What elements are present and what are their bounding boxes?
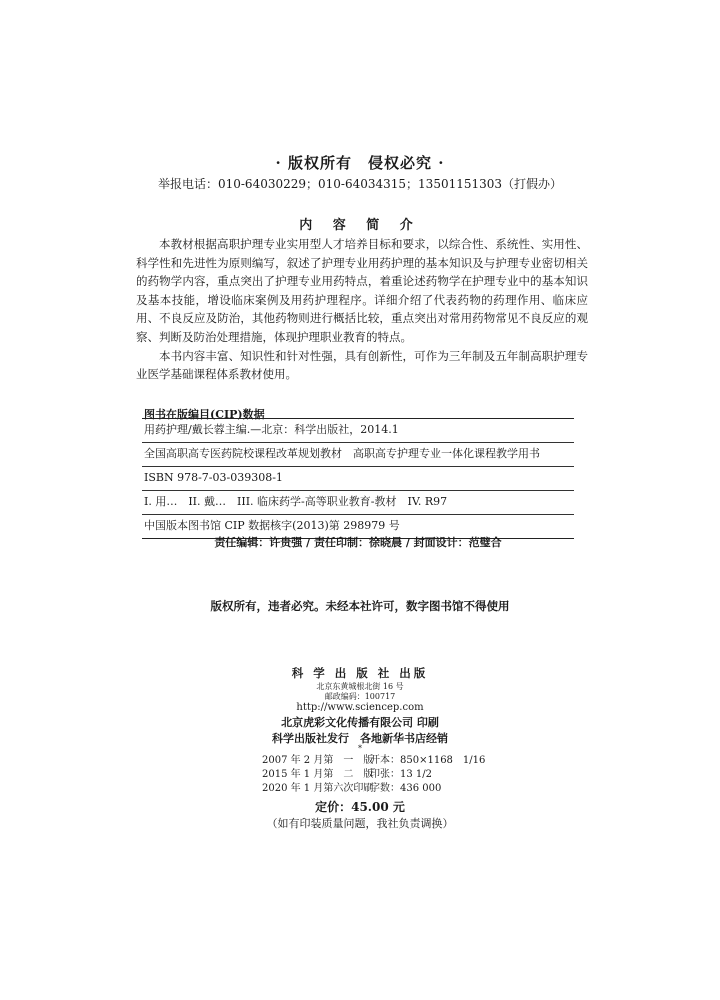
cip-row: 中国版本图书馆 CIP 数据核字(2013)第 298979 号 [142, 514, 574, 539]
spec-line: 开本：850×1168 1/16 [370, 755, 486, 766]
intro-paragraph: 本书内容丰富、知识性和针对性强，具有创新性，可作为三年制及五年制高职护理专业医学基础课程体系教材使用。 [136, 348, 588, 382]
edition-line: 2007 年 2 月第 一 版 [262, 755, 374, 766]
publisher-website: http://www.sciencep.com [296, 702, 424, 713]
intro-body [136, 235, 588, 384]
edition-line: 2020 年 1 月第六次印刷 [262, 783, 374, 794]
intro-heading: 内 容 简 介 [299, 218, 421, 233]
price: 定价：45.00 元 [315, 800, 405, 814]
separator-star: * [358, 744, 362, 753]
printer: 北京虎彩文化传播有限公司 印刷 [281, 716, 439, 729]
rights-notice: 版权所有，违者必究。未经本社许可，数字图书馆不得使用 [210, 599, 510, 613]
intro-paragraph: 本教材根据高职护理专业实用型人才培养目标和要求，以综合性、系统性、实用性、科学性和先进性为原则编写，叙述了护理专业用药护理的基本知识及与护理专业密切相关的药物学内容，重点突出了护理专业用药特点，着重论述药物学在护理专业中的基本知识及基本技能，增设临床案例及用药护理程序。详细介绍了代表药物的药理作用、临床应用、不良反应及防治，其他药物则进行概括比较，重点突出对常用药物常见不良反应的观察、判断及防治处理措施，体现护理职业教育的特点。 [136, 237, 588, 344]
spec-line: 印张：13 1/2 [370, 769, 432, 780]
quality-note: （如有印装质量问题，我社负责调换） [266, 817, 454, 830]
edition-line: 2015 年 1 月第 二 版 [262, 769, 374, 780]
format-specs [370, 754, 485, 796]
cip-row: ISBN 978-7-03-039308-1 [142, 466, 574, 490]
cip-row: I. 用… II. 戴… III. 临床药学-高等职业教育-教材 IV. R97 [142, 490, 574, 514]
spec-line: 字数：436 000 [370, 783, 442, 794]
cip-row: 全国高职高专医药院校课程改革规划教材 高职高专护理专业一体化课程教学用书 [142, 442, 574, 466]
cip-heading: 图书在版编目(CIP)数据 [144, 408, 265, 421]
edition-history [262, 754, 373, 796]
editor-credits: 责任编辑：许贵强 / 责任印制：徐晓晨 / 封面设计：范璧合 [214, 536, 502, 549]
publisher-address: 北京东黄城根北街 16 号 [316, 682, 404, 691]
report-phone: 举报电话：010-64030229；010-64034315；13501151303（打假办） [157, 177, 563, 191]
distributor: 科学出版社发行 各地新华书店经销 [272, 732, 448, 745]
cip-row: 用药护理/戴长蓉主编.—北京：科学出版社，2014.1 [142, 418, 574, 442]
copyright-title: · 版权所有 侵权必究 · [275, 154, 445, 172]
cip-table [142, 418, 574, 539]
publisher-zip: 邮政编码：100717 [324, 692, 396, 701]
publisher-name: 科 学 出 版 社 出版 [291, 666, 429, 680]
